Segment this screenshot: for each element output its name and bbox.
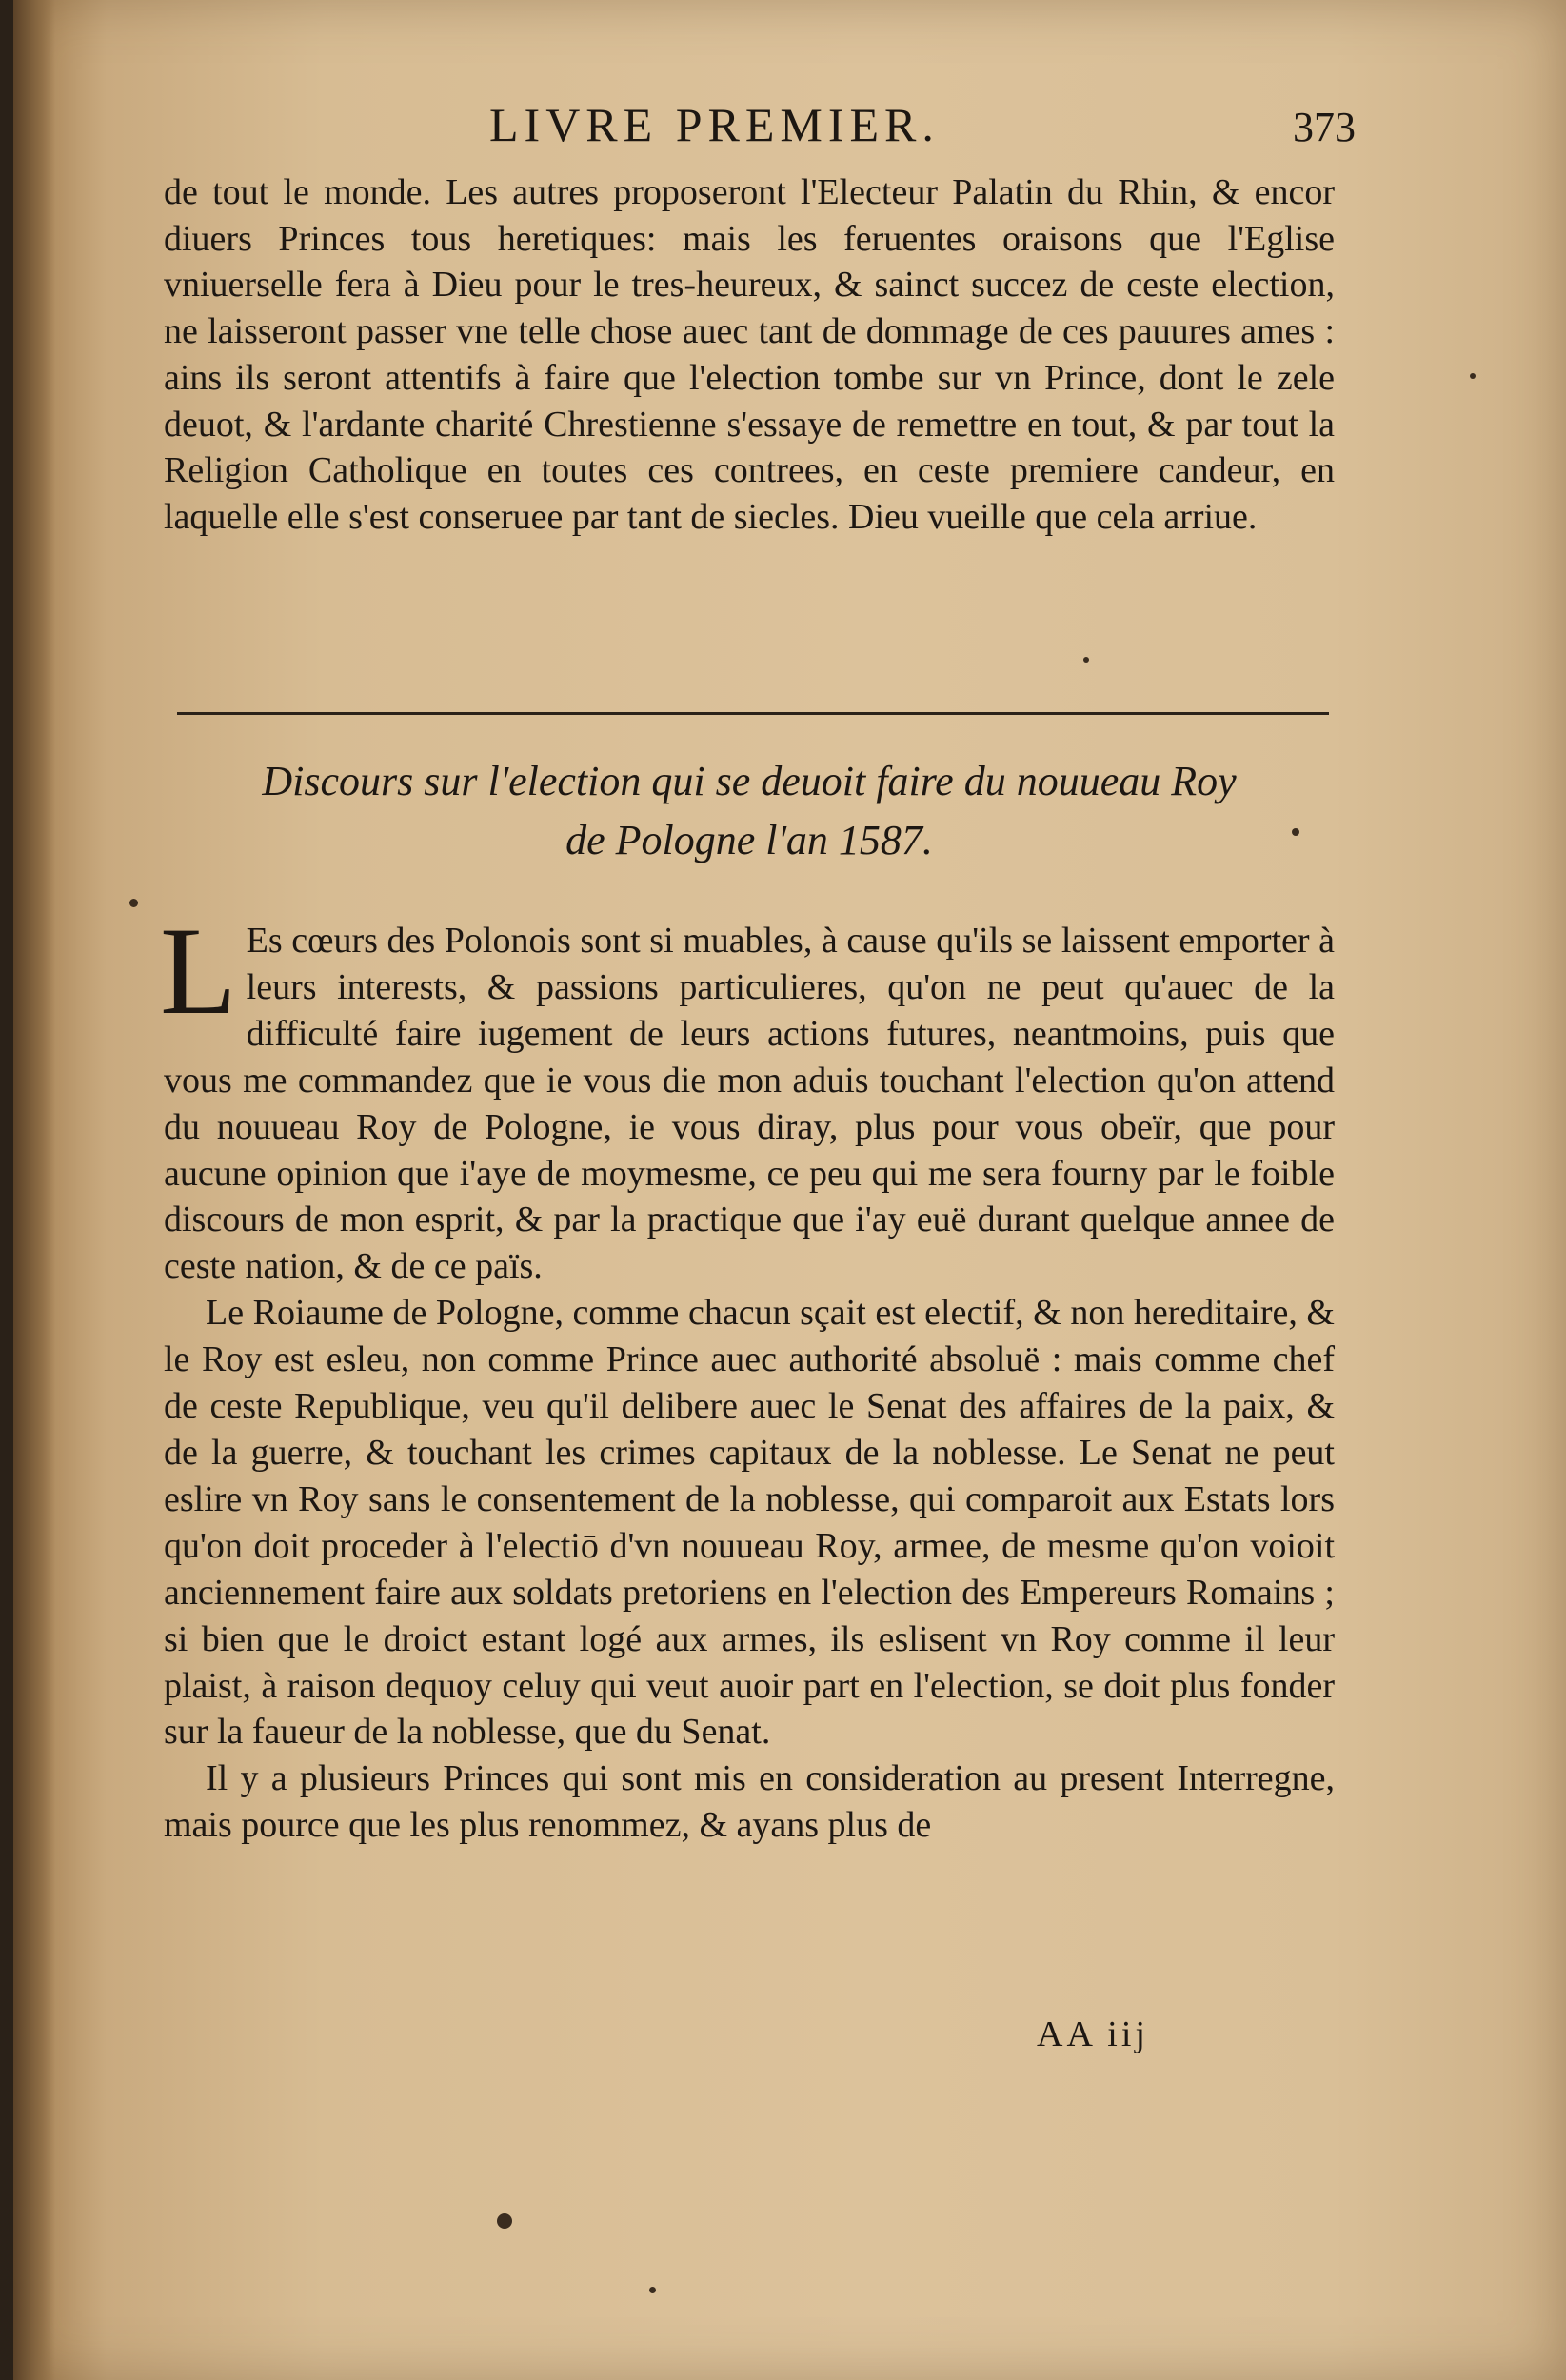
ink-speck	[649, 2287, 656, 2293]
ink-speck	[497, 2213, 512, 2229]
page-number: 373	[1293, 104, 1356, 150]
body-paragraph-2: Le Roiaume de Pologne, comme chacun sçait est electif, & non hereditaire, & le Roy est esleu, non comme Prince auec authorité absoluë : mais comme chef de ceste Republique, veu qu'il delibere auec le Senat des affaires de la paix, & de la guerre, & touchant les crimes capitaux de la noblesse. Le Senat ne peut eslire vn Roy sans le consentement de la noblesse, qui comparoit aux Estats lors qu'on doit proceder à l'electiō d'vn nouueau Roy, armee, de mesme qu'on voioit anciennement faire aux soldats pretoriens en l'election des Empereurs Romains ; si bien que le droict estant logé aux armes, ils eslisent vn Roy comme il leur plaist, à raison dequoy celuy qui veut auoir part en l'election, se doit plus fonder sur la faueur de la noblesse, que du Senat.	[164, 1293, 1335, 1753]
ink-speck	[1470, 373, 1476, 379]
signature-mark: AA iij	[1037, 2014, 1149, 2054]
chapter-body	[160, 901, 1335, 1849]
ink-speck	[1292, 828, 1299, 836]
previous-section-paragraph: de tout le monde. Les autres proposeront l'Electeur Palatin du Rhin, & encor diuers Princes tous heretiques: mais les feruentes oraisons que l'Eglise vniuerselle fera à Dieu pour le tres-heureux, & sainct succez de ceste election, ne laisseront passer vne telle chose auec tant de dommage de ces pauures ames : ains ils seront attentifs à faire que l'election tombe sur vn Prince, dont le zele deuot, & l'ardante charité Chrestienne s'essaye de remettre en tout, & par tout la Religion Catholique en toutes ces contrees, en ceste premiere candeur, en laquelle elle s'est conseruee par tant de siecles. Dieu vueille que cela arriue.	[164, 172, 1335, 537]
section-divider-rule	[177, 712, 1329, 715]
running-title: LIVRE PREMIER.	[489, 98, 940, 151]
chapter-title-line-1: Discours sur l'election qui se deuoit faire du nouueau Roy	[262, 758, 1237, 804]
book-page	[13, 0, 1566, 2380]
drop-cap: L	[160, 901, 237, 1041]
body-paragraph-1	[160, 901, 1335, 1290]
page-spine-shadow	[13, 0, 55, 2380]
page-header	[185, 97, 1356, 164]
chapter-title-line-2: de Pologne l'an 1587.	[565, 817, 933, 863]
body-paragraph-1-text: Es cœurs des Polonois sont si muables, à cause qu'ils se laissent emporter à leurs interests, & passions particulieres, qu'on ne peut qu'auec de la difficulté faire iugement de leurs actions futures, neantmoins, puis que vous me commandez que ie vous die mon aduis touchant l'election qu'on attend du nouueau Roy de Pologne, ie vous diray, plus pour vous obeïr, que pour aucune opinion que i'aye de moymesme, ce peu qui me sera fourny par le foible discours de mon esprit, & par la practique que i'ay euë durant quelque annee de ceste nation, & de ce païs.	[164, 921, 1335, 1287]
ink-speck	[1083, 657, 1089, 663]
chapter-title	[164, 752, 1335, 870]
body-paragraph-3: Il y a plusieurs Princes qui sont mis en consideration au present Interregne, mais pource que les plus renommez, & ayans plus de	[164, 1758, 1335, 1846]
ink-speck	[129, 899, 138, 907]
